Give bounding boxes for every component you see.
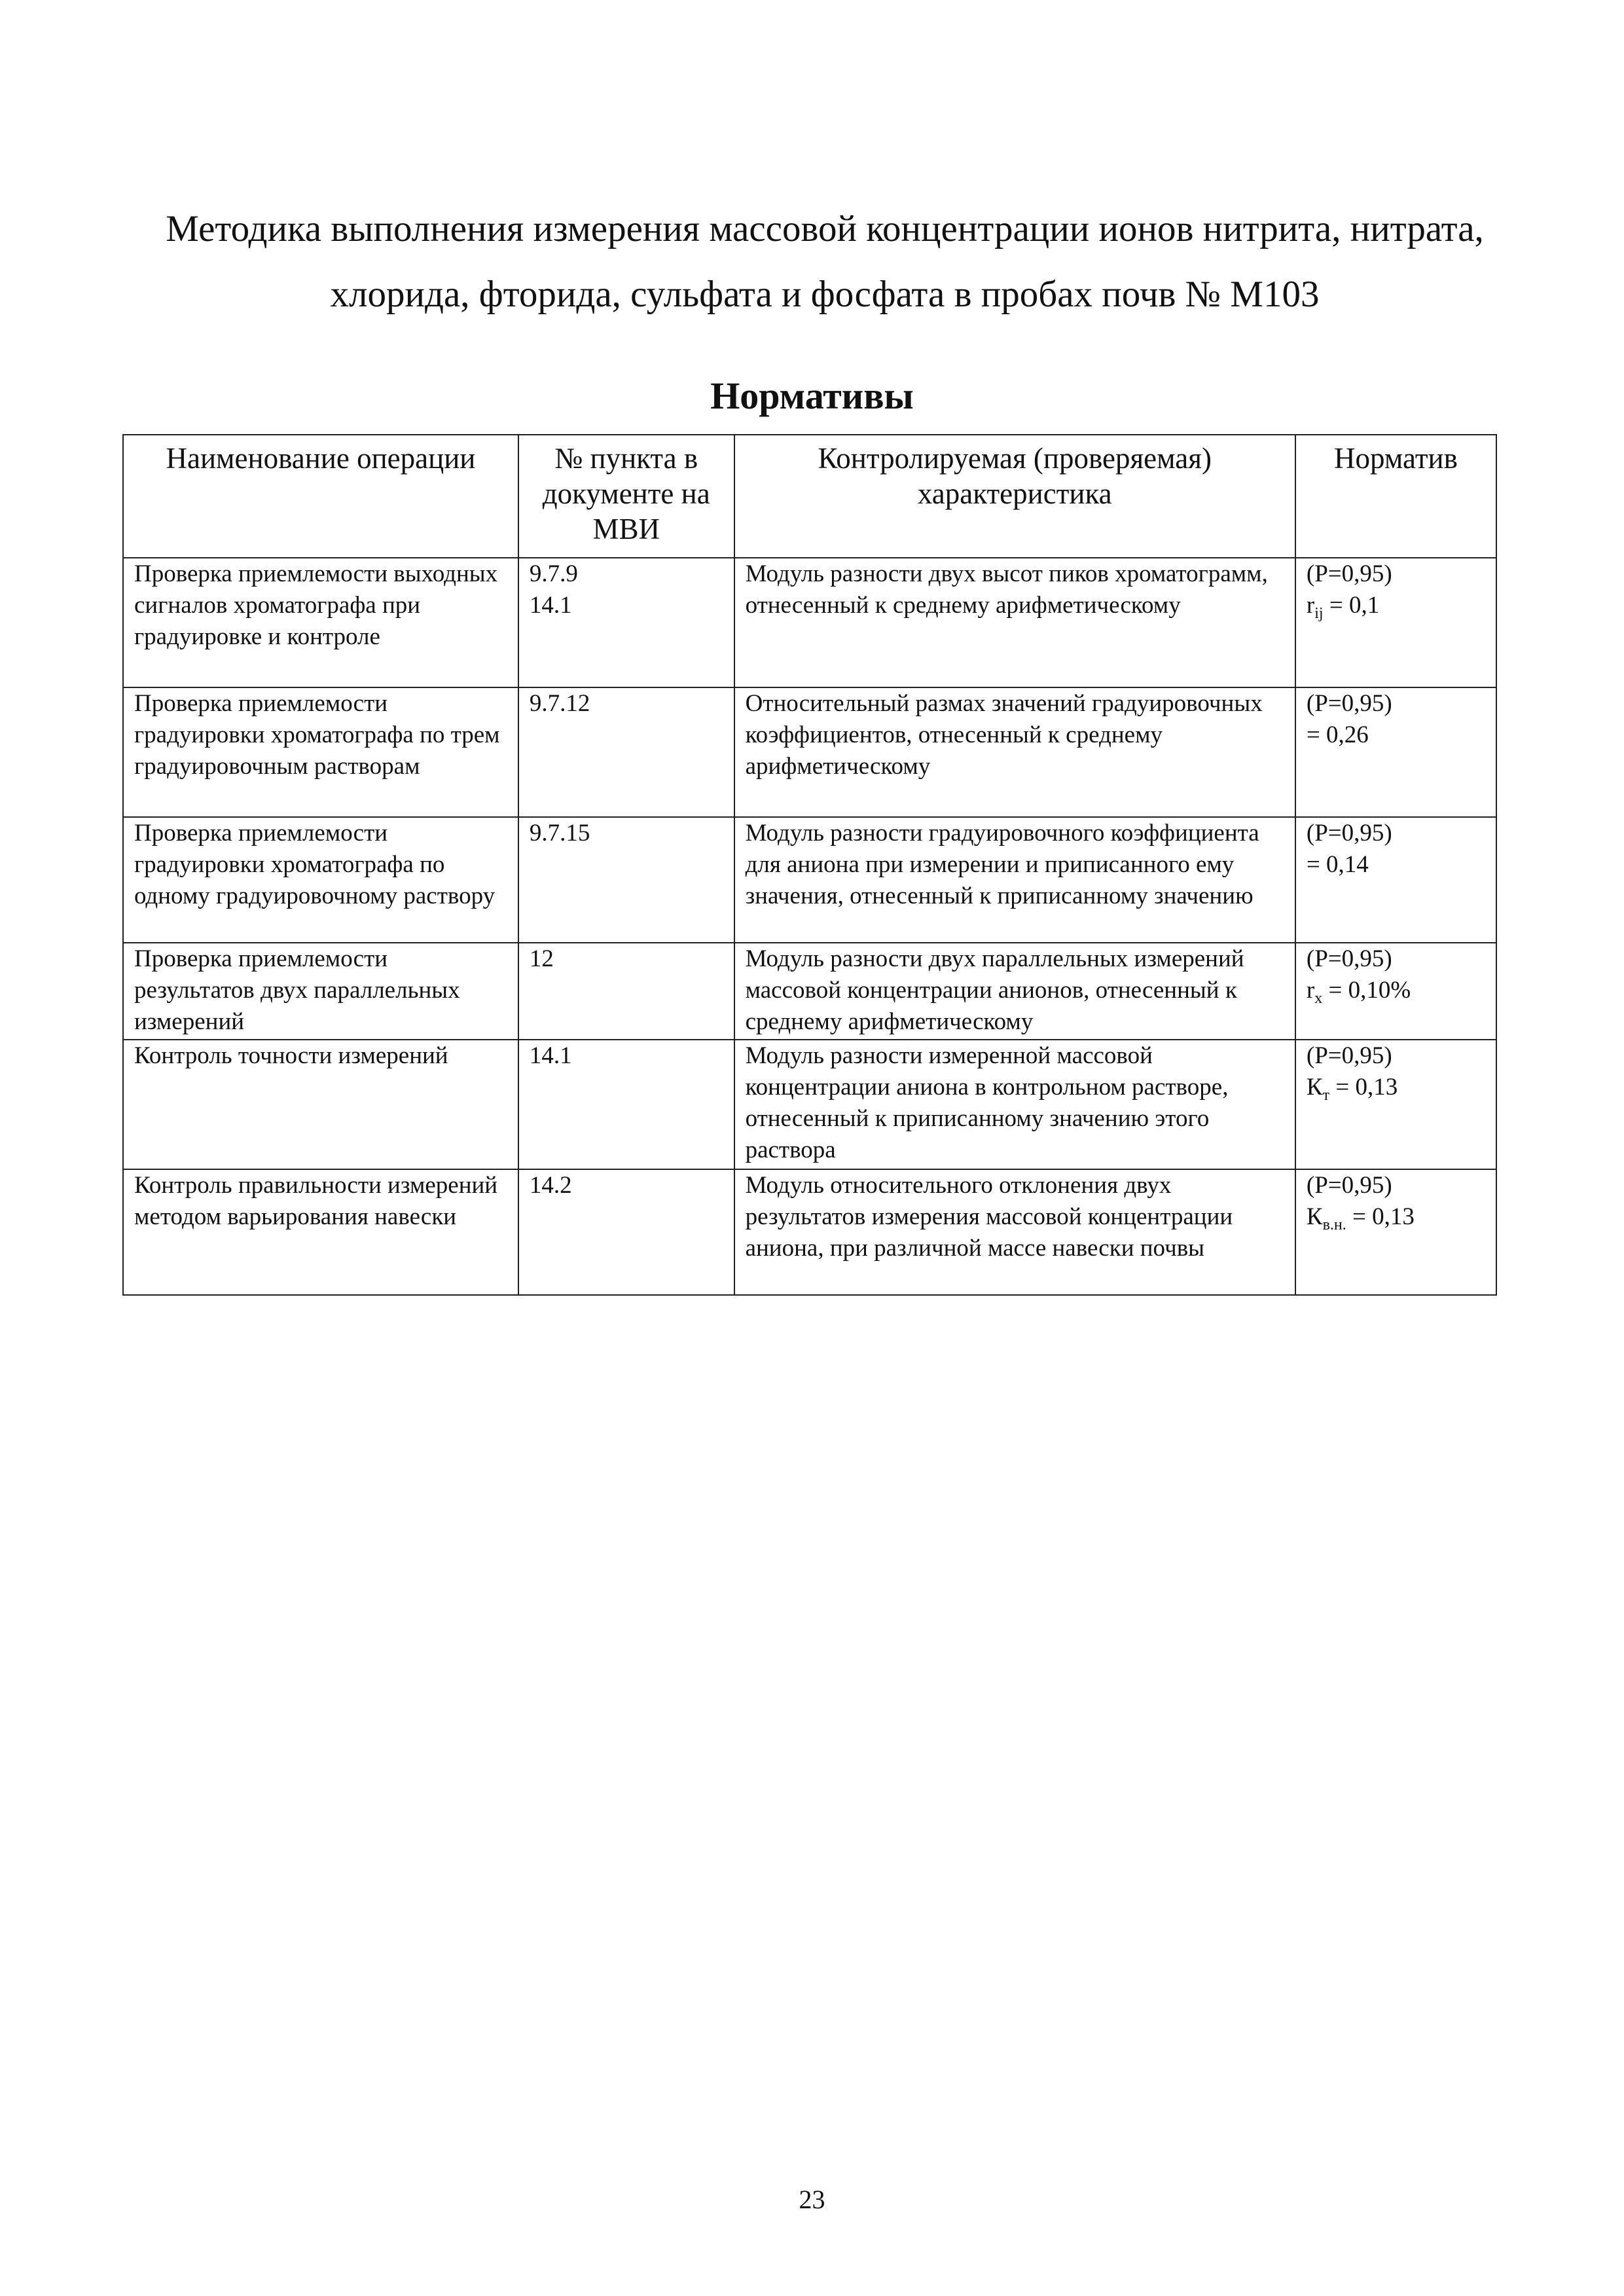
- table-row: [123, 1040, 1496, 1169]
- norm-subscript: ij: [1314, 605, 1324, 622]
- clause-number: 9.7.15: [529, 820, 590, 847]
- cell-norm: [1295, 558, 1496, 687]
- norm-value: = 0,13: [1346, 1203, 1415, 1230]
- cell-operation: Проверка приемлемости результатов двух параллельных измерений: [123, 943, 518, 1040]
- norm-value-line: [1307, 975, 1485, 1006]
- norm-probability: (P=0,95): [1306, 1042, 1392, 1069]
- cell-operation: Контроль точности измерений: [123, 1040, 518, 1169]
- clause-number: 14.1: [529, 592, 572, 619]
- norm-value-line: [1307, 1201, 1485, 1233]
- cell-operation: Проверка приемлемости выходных сигналов хроматографа при градуировке и контроле: [123, 558, 518, 687]
- cell-characteristic: Модуль разности двух параллельных измерений массовой концентрации анионов, отнесенный к среднему арифметическому: [734, 943, 1295, 1040]
- clause-number: 12: [529, 945, 554, 972]
- clause-number: 9.7.12: [529, 690, 590, 717]
- cell-characteristic: Модуль разности градуировочного коэффициента для аниона при измерении и приписанного ему значения, отнесенный к приписанному значению: [734, 817, 1295, 943]
- cell-characteristic: Относительный размах значений градуировочных коэффициентов, отнесенный к среднему арифметическому: [734, 687, 1295, 817]
- cell-clause: [518, 817, 734, 943]
- header-characteristic: Контролируемая (проверяемая) характеристика: [734, 435, 1295, 558]
- cell-norm: [1295, 943, 1496, 1040]
- table-row: [123, 558, 1496, 687]
- cell-norm: [1295, 687, 1496, 817]
- cell-characteristic: Модуль относительного отклонения двух результатов измерения массовой концентрации аниона, при различной массе навески почвы: [734, 1169, 1295, 1295]
- table-row: [123, 943, 1496, 1040]
- cell-norm: [1295, 817, 1496, 943]
- header-operation: Наименование операции: [123, 435, 518, 558]
- cell-operation: Проверка приемлемости градуировки хроматографа по одному градуировочному раствору: [123, 817, 518, 943]
- norm-subscript: x: [1314, 990, 1323, 1007]
- cell-clause: [518, 1169, 734, 1295]
- clause-number: 9.7.9: [529, 560, 578, 587]
- page-number: 23: [799, 2185, 825, 2214]
- table-row: [123, 1169, 1496, 1295]
- norm-value-line: [1307, 849, 1485, 881]
- header-clause: № пункта в документе на МВИ: [518, 435, 734, 558]
- cell-characteristic: Модуль разности двух высот пиков хроматограмм, отнесенный к среднему арифметическому: [734, 558, 1295, 687]
- norm-symbol: r: [1306, 977, 1315, 1004]
- cell-operation: Контроль правильности измерений методом варьирования навески: [123, 1169, 518, 1295]
- norm-probability: (P=0,95): [1306, 820, 1392, 847]
- norm-value-line: [1307, 590, 1485, 621]
- norm-symbol: r: [1306, 592, 1315, 619]
- norm-value: = 0,13: [1329, 1074, 1398, 1101]
- document-title: [131, 196, 1519, 327]
- title-line-1: Методика выполнения измерения массовой концентрации ионов нитрита, нитрата,: [166, 208, 1484, 249]
- norm-subscript: в.н.: [1322, 1216, 1346, 1233]
- cell-clause: [518, 1040, 734, 1169]
- section-heading: Нормативы: [710, 374, 914, 417]
- norm-value: = 0,26: [1306, 721, 1369, 748]
- norm-symbol: К: [1306, 1074, 1323, 1101]
- norm-value-line: [1307, 720, 1485, 751]
- norm-probability: (P=0,95): [1306, 945, 1392, 972]
- norm-value-line: [1307, 1072, 1485, 1103]
- header-norm: Норматив: [1295, 435, 1496, 558]
- table-row: [123, 687, 1496, 817]
- cell-clause: [518, 558, 734, 687]
- norms-table: [122, 434, 1497, 1296]
- cell-clause: [518, 943, 734, 1040]
- norm-subscript: т: [1322, 1087, 1330, 1104]
- cell-characteristic: Модуль разности измеренной массовой концентрации аниона в контрольном растворе, отнесенный к приписанному значению этого раствора: [734, 1040, 1295, 1169]
- table-row: [123, 817, 1496, 943]
- norm-probability: (P=0,95): [1306, 1172, 1392, 1199]
- cell-norm: [1295, 1169, 1496, 1295]
- clause-number: 14.2: [529, 1172, 572, 1199]
- title-line-2: хлорида, фторида, сульфата и фосфата в пробах почв № М103: [330, 274, 1320, 315]
- cell-operation: Проверка приемлемости градуировки хроматографа по трем градуировочным растворам: [123, 687, 518, 817]
- norm-value: = 0,1: [1323, 592, 1380, 619]
- table-header-row: [123, 435, 1496, 558]
- cell-clause: [518, 687, 734, 817]
- norm-value: = 0,14: [1306, 851, 1369, 878]
- norm-value: = 0,10%: [1322, 977, 1411, 1004]
- norm-probability: (P=0,95): [1306, 690, 1392, 717]
- clause-number: 14.1: [529, 1042, 572, 1069]
- norm-probability: (P=0,95): [1306, 560, 1392, 587]
- cell-norm: [1295, 1040, 1496, 1169]
- norm-symbol: К: [1306, 1203, 1323, 1230]
